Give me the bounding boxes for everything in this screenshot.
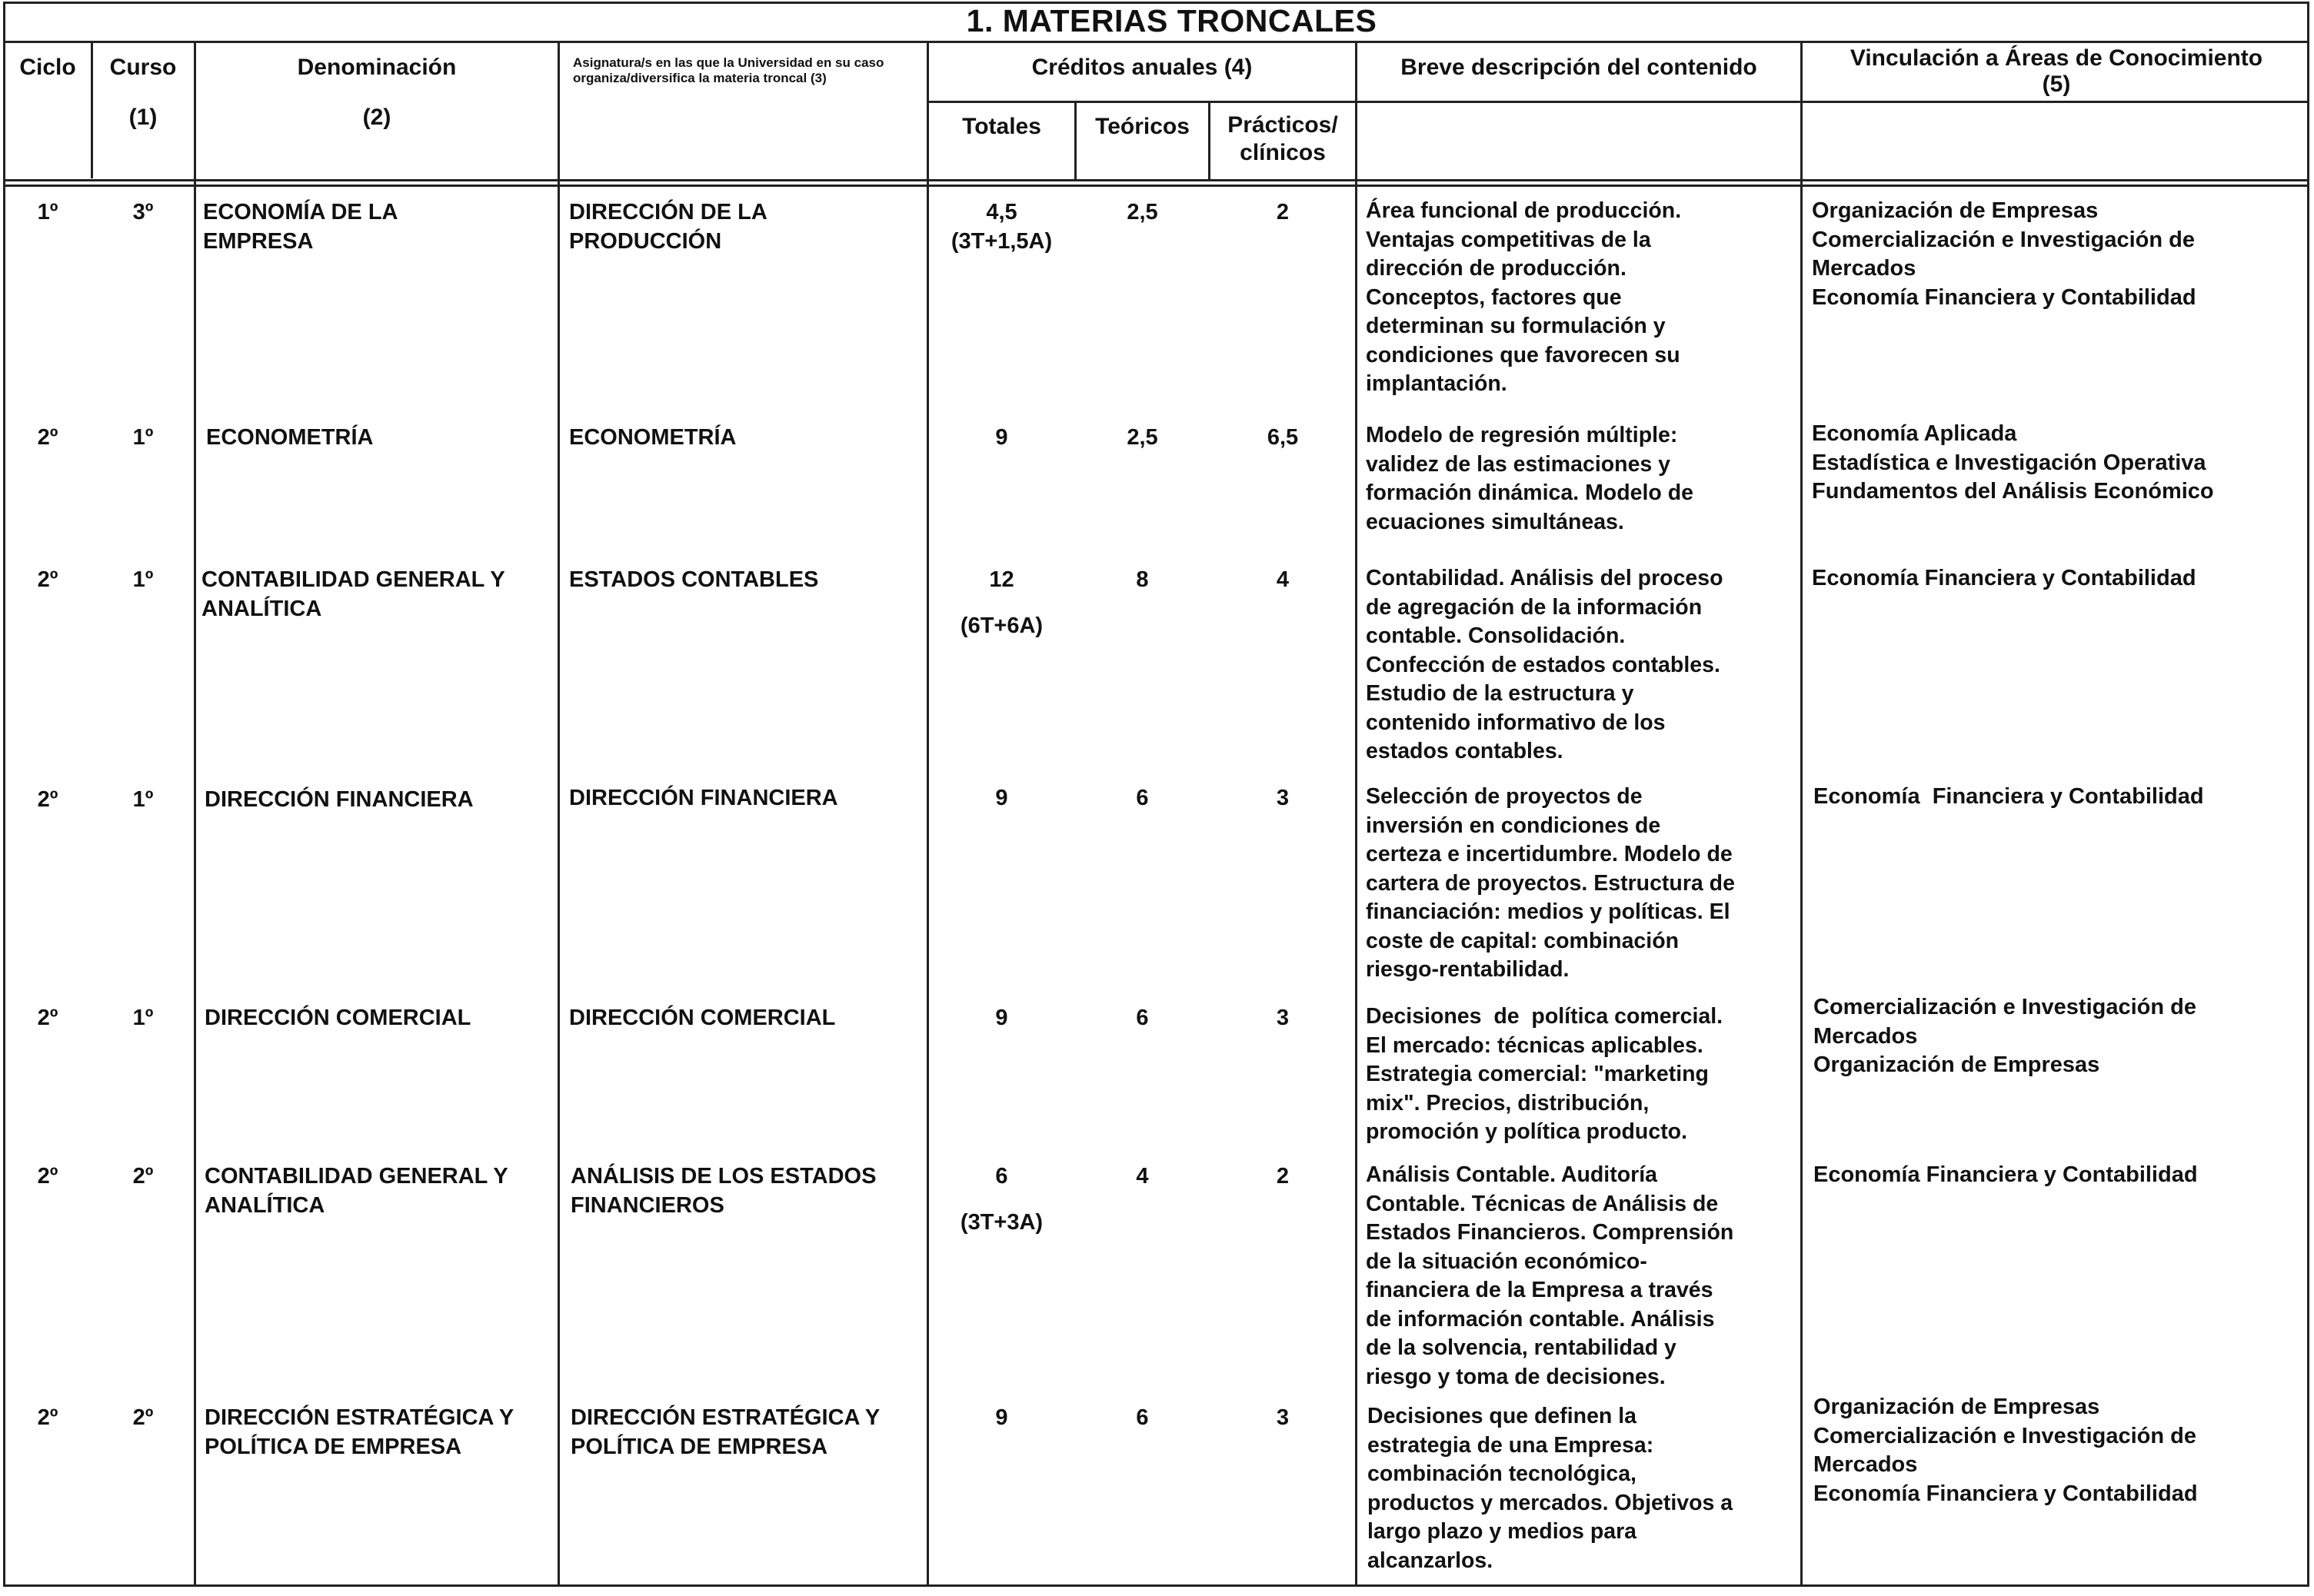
cell-curso: 1º xyxy=(132,1006,154,1030)
descripcion-line: estados contables. xyxy=(1366,739,1563,763)
descripcion-line: condiciones que favorecen su xyxy=(1366,342,1680,367)
descripcion-line: certeza e incertidumbre. Modelo de xyxy=(1366,842,1733,866)
cell-asignatura xyxy=(569,424,923,453)
header-bottom-line xyxy=(3,179,2309,181)
descripcion-line: Selección de proyectos de xyxy=(1366,784,1643,809)
cell-practicos: 3 xyxy=(1276,1405,1290,1430)
descripcion-line: de agregación de la información xyxy=(1366,594,1703,620)
totales-note: (3T+3A) xyxy=(960,1209,1044,1235)
totales-value: 9 xyxy=(995,1006,1008,1030)
cell-teoricos: 2,5 xyxy=(1127,200,1158,224)
area-line: Economía Aplicada xyxy=(1812,421,2017,446)
header-teoricos: Teóricos xyxy=(1095,114,1190,139)
cell-areas xyxy=(1812,420,2308,507)
cell-ciclo: 2º xyxy=(37,787,58,812)
asignatura-line: ECONOMETRÍA xyxy=(569,425,737,450)
asignatura-line: POLÍTICA DE EMPRESA xyxy=(571,1434,828,1459)
descripcion-line: implantación. xyxy=(1366,371,1507,396)
cell-totales xyxy=(929,566,1074,640)
cell-asignatura xyxy=(571,1404,924,1461)
descripcion-line: mix". Precios, distribución, xyxy=(1366,1090,1650,1116)
cell-descripcion xyxy=(1366,1161,1796,1392)
cell-descripcion xyxy=(1366,1002,1796,1147)
descripcion-line: validez de las estimaciones y xyxy=(1366,451,1671,477)
cell-ciclo: 2º xyxy=(37,425,58,450)
header-curso-note: (1) xyxy=(128,105,158,130)
header-practicos: Prácticos/ clínicos xyxy=(1227,112,1338,165)
cell-teoricos: 6 xyxy=(1136,1405,1149,1430)
totales-value: 9 xyxy=(995,1405,1008,1430)
area-line: Economía Financiera y Contabilidad xyxy=(1813,1162,2198,1187)
cell-practicos: 2 xyxy=(1276,1164,1290,1189)
cell-totales xyxy=(929,198,1074,256)
denominacion-line: EMPRESA xyxy=(203,228,314,254)
descripcion-line: riesgo-rentabilidad. xyxy=(1366,957,1570,982)
descripcion-line: Conceptos, factores que xyxy=(1366,284,1622,310)
totales-note: (3T+1,5A) xyxy=(951,228,1053,254)
cell-denominacion xyxy=(206,424,556,453)
cell-practicos: 3 xyxy=(1276,1006,1290,1030)
cell-ciclo: 1º xyxy=(37,200,58,224)
area-line: Fundamentos del Análisis Económico xyxy=(1812,479,2214,504)
descripcion-line: Estudio de la estructura y xyxy=(1366,681,1634,706)
cell-asignatura xyxy=(569,784,923,813)
area-line: Economía Financiera y Contabilidad xyxy=(1812,284,2196,310)
cell-curso: 3º xyxy=(132,200,154,224)
descripcion-line: de la solvencia, rentabilidad y xyxy=(1366,1335,1676,1360)
asignatura-line: DIRECCIÓN ESTRATÉGICA Y xyxy=(571,1405,881,1430)
area-line: Mercados xyxy=(1813,1023,1918,1049)
descripcion-line: contenido informativo de los xyxy=(1366,710,1666,735)
cell-denominacion xyxy=(205,786,554,815)
cell-areas xyxy=(1812,197,2308,312)
cell-practicos: 2 xyxy=(1276,200,1290,224)
descripcion-line: promoción y política producto. xyxy=(1366,1119,1688,1144)
cell-practicos: 3 xyxy=(1276,786,1290,810)
cell-descripcion xyxy=(1366,783,1796,985)
descripcion-line: coste de capital: combinación xyxy=(1366,928,1680,953)
cell-areas xyxy=(1812,564,2308,594)
cell-totales xyxy=(929,784,1074,813)
totales-note: (6T+6A) xyxy=(960,613,1044,638)
area-line: Comercialización e Investigación de xyxy=(1813,995,2196,1019)
asignatura-line: DIRECCIÓN COMERCIAL xyxy=(569,1006,836,1030)
totales-value: 9 xyxy=(995,425,1008,450)
totales-value: 6 xyxy=(995,1164,1008,1189)
totales-value: 9 xyxy=(995,786,1008,810)
cell-asignatura xyxy=(569,198,923,256)
denominacion-line: CONTABILIDAD GENERAL Y xyxy=(201,567,505,592)
cell-denominacion xyxy=(205,1404,558,1461)
descripcion-line: Contable. Técnicas de Análisis de xyxy=(1366,1191,1719,1216)
descripcion-line: financiación: medios y políticas. El xyxy=(1366,899,1730,924)
totales-value: 4,5 xyxy=(986,200,1017,224)
cell-areas xyxy=(1813,993,2309,1080)
cell-asignatura xyxy=(571,1162,924,1220)
header-vinculacion-note: (5) xyxy=(2042,71,2071,97)
cell-descripcion xyxy=(1366,421,1796,537)
cell-descripcion xyxy=(1366,564,1796,766)
cell-practicos: 4 xyxy=(1276,567,1290,592)
descripcion-line: Estrategia comercial: "marketing xyxy=(1366,1062,1709,1086)
descripcion-line: Área funcional de producción. xyxy=(1366,198,1682,223)
cell-ciclo: 2º xyxy=(37,1405,58,1430)
area-line: Estadística e Investigación Operativa xyxy=(1812,450,2206,475)
cell-denominacion xyxy=(205,1004,554,1033)
cell-teoricos: 2,5 xyxy=(1127,425,1158,450)
descripcion-line: Análisis Contable. Auditoría xyxy=(1366,1162,1657,1187)
descripcion-line: El mercado: técnicas aplicables. xyxy=(1366,1032,1703,1058)
area-line: Economía Financiera y Contabilidad xyxy=(1812,566,2196,590)
cell-asignatura xyxy=(569,566,923,595)
header-ciclo: Ciclo xyxy=(19,55,76,80)
descripcion-line: riesgo y toma de decisiones. xyxy=(1366,1364,1666,1389)
area-line: Economía Financiera y Contabilidad xyxy=(1813,784,2204,809)
cell-denominacion xyxy=(203,198,553,256)
descripcion-line: financiera de la Empresa a través xyxy=(1366,1278,1713,1302)
cell-totales xyxy=(929,1162,1074,1237)
header-asignaturas: Asignatura/s en las que la Universidad en su caso organiza/diversifica la materia troncal (3) xyxy=(573,55,884,85)
header-vinculacion: Vinculación a Áreas de Conocimiento xyxy=(1850,45,2263,71)
cell-curso: 1º xyxy=(132,567,154,592)
cell-denominacion xyxy=(201,566,555,623)
header-descripcion: Breve descripción del contenido xyxy=(1400,55,1757,80)
cell-teoricos: 4 xyxy=(1136,1164,1149,1189)
denominacion-line: ECONOMETRÍA xyxy=(206,425,374,450)
header-totales: Totales xyxy=(962,114,1041,139)
asignatura-line: DIRECCIÓN DE LA xyxy=(569,200,767,224)
cell-totales xyxy=(929,1004,1074,1033)
header-creditos: Créditos anuales (4) xyxy=(1031,55,1253,80)
asignatura-line: FINANCIEROS xyxy=(571,1192,724,1218)
descripcion-line: de la situación económico- xyxy=(1366,1249,1647,1274)
area-line: Comercialización e Investigación de xyxy=(1812,227,2195,252)
totales-value: 12 xyxy=(989,567,1014,592)
denominacion-line: DIRECCIÓN ESTRATÉGICA Y xyxy=(205,1405,514,1430)
descripcion-line: ecuaciones simultáneas. xyxy=(1366,509,1624,534)
column-divider xyxy=(91,186,93,1585)
column-divider xyxy=(194,43,196,1587)
descripcion-line: Modelo de regresión múltiple: xyxy=(1366,423,1678,447)
table-title-bar xyxy=(3,2,2309,43)
area-line: Mercados xyxy=(1813,1452,1918,1477)
cell-teoricos: 6 xyxy=(1136,786,1149,810)
cell-denominacion xyxy=(205,1162,558,1220)
cell-ciclo: 2º xyxy=(37,1164,58,1189)
header-divider xyxy=(927,101,2309,103)
header-denominacion: Denominación xyxy=(297,55,457,80)
cell-ciclo: 2º xyxy=(37,567,58,592)
descripcion-line: formación dinámica. Modelo de xyxy=(1366,480,1693,505)
header-denominacion-note: (2) xyxy=(362,105,391,130)
denominacion-line: ANALÍTICA xyxy=(205,1192,325,1218)
column-divider xyxy=(1800,43,1803,1587)
column-divider xyxy=(927,43,929,1587)
area-line: Economía Financiera y Contabilidad xyxy=(1813,1481,2198,1506)
area-line: Organización de Empresas xyxy=(1813,1052,2100,1077)
area-line: Organización de Empresas xyxy=(1812,198,2099,223)
area-line: Mercados xyxy=(1812,256,1916,281)
asignatura-line: ANÁLISIS DE LOS ESTADOS xyxy=(571,1164,877,1189)
cell-teoricos: 6 xyxy=(1136,1006,1149,1030)
cell-descripcion xyxy=(1366,197,1796,399)
area-line: Organización de Empresas xyxy=(1813,1395,2100,1419)
descripcion-line: cartera de proyectos. Estructura de xyxy=(1366,870,1735,896)
denominacion-line: ANALÍTICA xyxy=(201,596,322,621)
denominacion-line: POLÍTICA DE EMPRESA xyxy=(205,1434,462,1459)
descripcion-line: Decisiones de política comercial. xyxy=(1366,1004,1723,1029)
cell-teoricos: 8 xyxy=(1136,567,1149,592)
descripcion-line: inversión en condiciones de xyxy=(1366,813,1661,838)
descripcion-line: Confección de estados contables. xyxy=(1366,652,1720,677)
descripcion-line: combinación tecnológica, xyxy=(1367,1461,1636,1486)
asignatura-line: PRODUCCIÓN xyxy=(569,228,722,254)
cell-totales xyxy=(929,1404,1074,1433)
cell-practicos: 6,5 xyxy=(1267,425,1299,450)
descripcion-line: alcanzarlos. xyxy=(1367,1548,1493,1573)
cell-totales xyxy=(929,424,1074,453)
denominacion-line: DIRECCIÓN FINANCIERA xyxy=(205,787,474,812)
descripcion-line: determinan su formulación y xyxy=(1366,314,1666,338)
table-title: 1. MATERIAS TRONCALES xyxy=(966,3,1377,38)
cell-curso: 2º xyxy=(132,1164,154,1189)
descripcion-line: Contabilidad. Análisis del proceso xyxy=(1366,566,1723,590)
cell-curso: 1º xyxy=(132,787,154,812)
cell-curso: 2º xyxy=(132,1405,154,1430)
descripcion-line: de información contable. Análisis xyxy=(1366,1306,1715,1332)
cell-curso: 1º xyxy=(132,425,154,450)
descripcion-line: Ventajas competitivas de la xyxy=(1366,227,1651,252)
descripcion-line: Decisiones que definen la xyxy=(1367,1404,1637,1428)
header-bottom-line xyxy=(3,185,2309,187)
denominacion-line: DIRECCIÓN COMERCIAL xyxy=(205,1006,471,1030)
cell-areas xyxy=(1813,783,2309,812)
descripcion-line: largo plazo y medios para xyxy=(1367,1519,1637,1544)
descripcion-line: estrategia de una Empresa: xyxy=(1367,1432,1654,1458)
cell-descripcion xyxy=(1367,1402,1798,1575)
descripcion-line: contable. Consolidación. xyxy=(1366,623,1626,648)
denominacion-line: CONTABILIDAD GENERAL Y xyxy=(205,1164,508,1189)
area-line: Comercialización e Investigación de xyxy=(1813,1423,2196,1448)
asignatura-line: DIRECCIÓN FINANCIERA xyxy=(569,786,838,810)
column-divider xyxy=(558,43,560,1587)
cell-areas xyxy=(1813,1161,2309,1190)
header-curso: Curso xyxy=(109,55,177,80)
descripcion-line: dirección de producción. xyxy=(1366,256,1626,281)
asignatura-line: ESTADOS CONTABLES xyxy=(569,567,819,592)
denominacion-line: ECONOMÍA DE LA xyxy=(203,200,398,224)
cell-ciclo: 2º xyxy=(37,1006,58,1030)
cell-asignatura xyxy=(569,1004,923,1033)
descripcion-line: Estados Financieros. Comprensión xyxy=(1366,1220,1734,1245)
descripcion-line: productos y mercados. Objetivos a xyxy=(1367,1490,1733,1515)
cell-areas xyxy=(1813,1393,2309,1508)
column-divider xyxy=(1355,43,1357,1587)
